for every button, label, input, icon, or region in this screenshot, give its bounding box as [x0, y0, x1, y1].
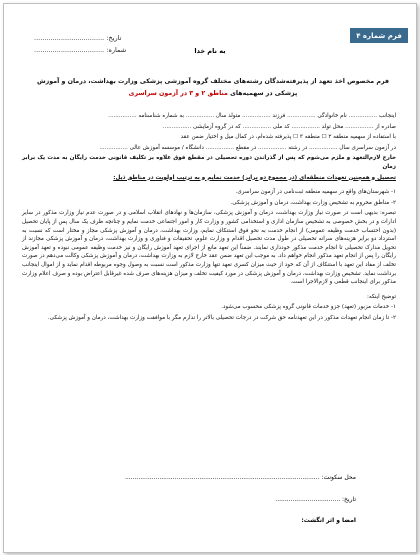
document-title: [32, 76, 394, 100]
header-number: شماره: ..................................: [34, 46, 127, 54]
notes-item-1: ۱- خدمات مزبور (تعهد) جزو خدمات قانونی گروه پزشکی محسوب می‌شود.: [221, 304, 396, 311]
commitment-line-2: تحصیل و همچنین تعهدات منطقه‌ای (در مجموع دو برابر) خدمت نمایم و به ترتیب اولویت در مناطق ذیل:: [113, 174, 396, 181]
fill-line-identity: اینجانب ................ نام خانوادگی ................ فرزند ................ متولد سال ................ به شماره شناسنامه ................: [108, 113, 396, 119]
commitment-line-1: خارج لازم‌التعهد و ملزم می‌شوم که پس از گذراندن دوره تحصیلی در مقطع فوق علاوه بر تکلیف قانونی خدمت رایگان به مدت یک برابر زمان: [22, 155, 396, 170]
notes-title: توضیح اینکه:: [366, 293, 396, 300]
form-number-badge: فرم شماره ۴: [350, 28, 408, 43]
fill-line-birth: صادره از ................ محل تولد ................ کد ملی ................ که در گروه آزمایشی ................: [162, 123, 396, 130]
notes-item-2: ۲- تا زمان انجام تعهدات مذکور در این تعهدنامه حق شرکت در درجات تحصیلی بالاتر را ندارم مگر با موافقت وزارت بهداشت، درمان و آموزش پزشکی.: [47, 314, 396, 321]
title-part1: فرم مخصوص اخذ تعهد از پذیرفته‌شدگان رشته‌های مختلف گروه آموزشی پزشکی وزارت بهداشت، درمان و آموزش پزشکی در سهمیه‌های: [36, 78, 390, 97]
header-date: تاریخ: ..................................: [34, 34, 122, 42]
signature-label: امضا و اثر انگشت:: [301, 517, 356, 524]
fill-line-region: با استفاده از سهمیه منطقه ۲ ☐ منطقه ۳ ☐ پذیرفته شده‌ام، در کمال میل و اختیار ضمن عقد: [180, 134, 396, 141]
sign-date: تاریخ: ..................................: [275, 496, 356, 503]
document-page: [3, 3, 417, 553]
document-body: [22, 112, 396, 324]
list-item-1: ۱- شهرستان‌های واقع در سهمیه منطقه ثبت‌نامی در آزمون سراسری.: [235, 189, 396, 196]
basmala: به نام خدا: [194, 47, 226, 55]
list-item-2: ۲- مناطق محروم به تشخیص وزارت بهداشت، درمان و آموزش پزشکی.: [230, 199, 396, 206]
address-line: محل سکونت: ......................................................................................................: [124, 474, 356, 481]
note-paragraph: تبصره: بدیهی است در صورت نیاز وزارت بهداشت، درمان و آموزش پزشکی، سازمان‌ها و نهادهای انقلاب اسلامی و در صورت عدم نیاز وزارت مذکور در سایر ادارات و در بخش خصوصی به تشخیص سازمان اداری و استخدامی کشور و وزارت کار و امور اجتماعی خدمت نمایم و چنانچه ظرف یک سال پس از پایان تحصیل (بدون احتساب خدمت وظیفه عمومی) از انجام خدمت به نحو فوق استنکاف نمایم، وزارت بهداشت، درمان و آموزش پزشکی مجاز و مختار است که نسبت به استرداد دو برابر هزینه‌های سرانه تحصیلی در طول مدت تحصیل اقدام و وزارت علوم، تحقیقات و فناوری و وزارت بهداشت، درمان و آموزش پزشکی مجازند از تحویل مدارک تحصیلی تا انجام خدمت مذکور خودداری نمایند. ضمناً این تعهد مانع از اجرای تعهد آموزش رایگان و نیز خدمت وظیفه عمومی نبوده و تعهد آموزش رایگان را پس از انجام تعهد مذکور انجام خواهم داد. به موجب این تعهد ضمن عقد خارج لازم به وزارت بهداشت، درمان و آموزش پزشکی وکالت می‌دهم در صورت تخلف از مفاد این تعهد با استنکاف از آن که خود از حیث میزان کسری تعهد تنها وزارت مذکور است نسبت به وصول وجوه مربوطه اقدام نماید و از اموال اینجانب برداشت نماید. تشخیص وزارت بهداشت، درمان و آموزش پزشکی در مورد کیفیت تخلف و میزان هزینه‌های صرف شده غیرقابل اعتراض بوده و صرف اعلام وزارت مذکور برای اینجانب قطعی و لازم‌الاجرا است.: [22, 210, 396, 286]
fill-line-exam: در آزمون سراسری سال ................ در رشته ................ در مقطع ................ دانشگاه / موسسه آموزش عالی ................: [99, 144, 396, 151]
title-part2: مناطق ۲ و ۳ در آزمون سراسری: [128, 90, 228, 97]
